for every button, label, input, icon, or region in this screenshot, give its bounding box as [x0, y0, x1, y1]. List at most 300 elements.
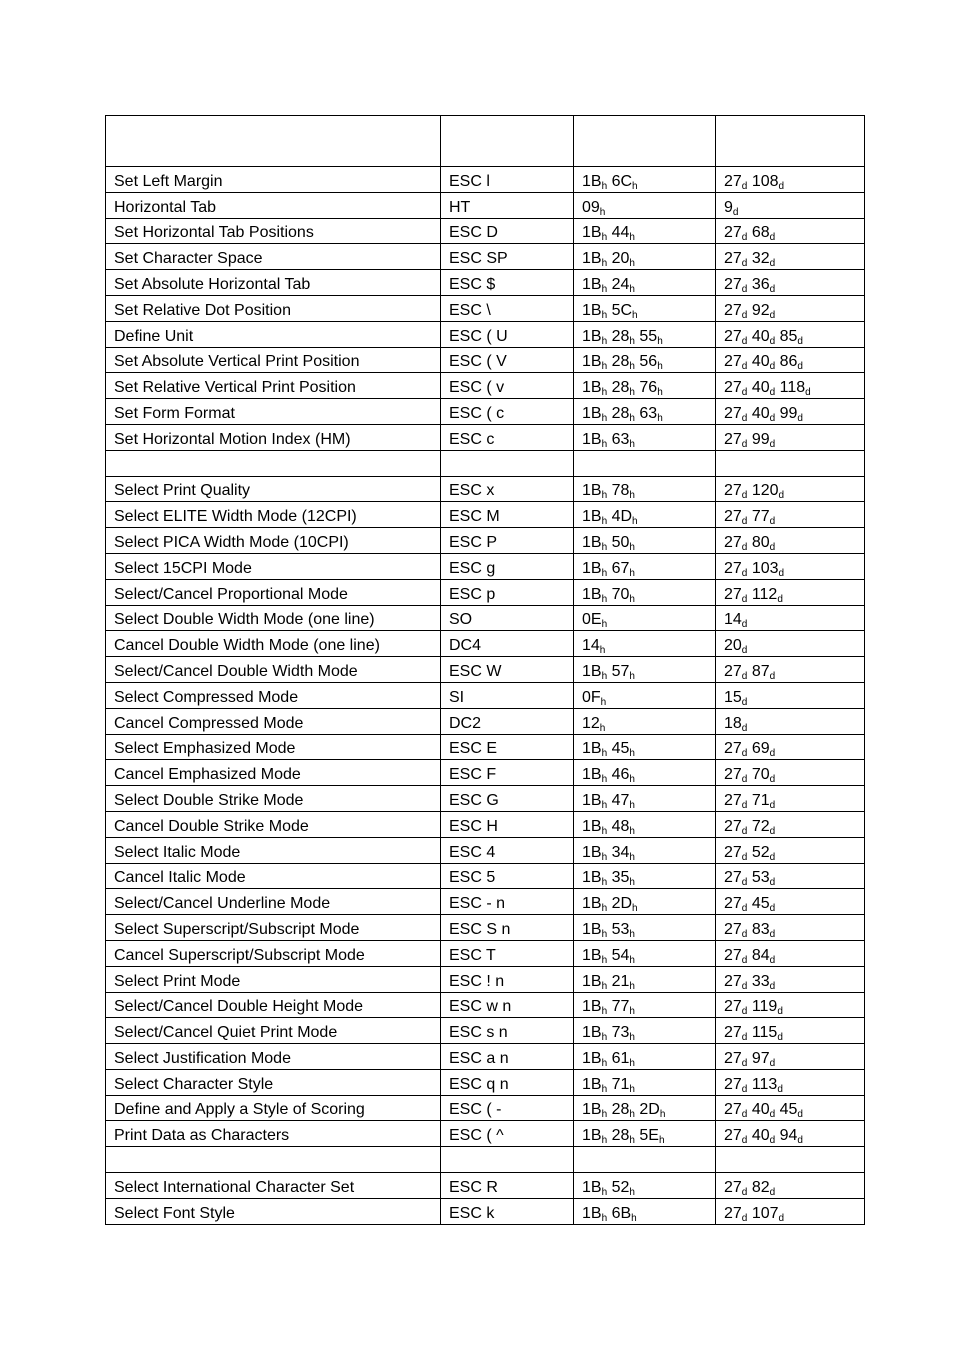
cell-command: ESC P — [441, 528, 574, 554]
decimal-byte: 27 — [724, 817, 742, 835]
decimal-byte: 45 — [751, 895, 770, 913]
cell-command: ESC S n — [441, 915, 574, 941]
table-row — [106, 1044, 865, 1070]
decimal-byte: 99 — [779, 404, 798, 422]
decimal-suffix: d — [741, 1032, 748, 1044]
hex-suffix: h — [599, 645, 606, 657]
cell-decimal-code — [716, 889, 865, 915]
cell-hex-code — [574, 424, 716, 450]
table-row — [106, 915, 865, 941]
decimal-byte: 68 — [751, 224, 770, 242]
cell-hex-code — [574, 940, 716, 966]
decimal-byte: 120 — [751, 482, 779, 500]
hex-suffix: h — [601, 258, 608, 270]
table-row — [106, 373, 865, 399]
hex-suffix: h — [657, 387, 663, 399]
decimal-suffix: d — [778, 490, 785, 502]
decimal-suffix: d — [741, 412, 748, 424]
hex-byte: 34 — [611, 843, 630, 861]
cell-decimal-code — [716, 915, 865, 941]
hex-suffix: h — [629, 438, 635, 450]
cell-function-name: Select/Cancel Double Width Mode — [106, 657, 441, 683]
decimal-suffix: d — [769, 670, 776, 682]
cell-function-name: Select/Cancel Double Height Mode — [106, 992, 441, 1018]
decimal-suffix: d — [741, 877, 748, 889]
cell-command: ESC ( v — [441, 373, 574, 399]
cell-decimal-code — [716, 270, 865, 296]
hex-suffix: h — [601, 928, 608, 940]
decimal-suffix: d — [769, 954, 776, 966]
header-cell-decimal — [716, 116, 865, 167]
cell-decimal-code — [716, 244, 865, 270]
hex-suffix: h — [657, 335, 663, 347]
decimal-suffix: d — [741, 1135, 748, 1147]
table-row — [106, 553, 865, 579]
hex-suffix: h — [599, 206, 606, 218]
hex-suffix: h — [599, 722, 606, 734]
decimal-byte: 112 — [751, 585, 778, 603]
decimal-byte: 27 — [724, 585, 742, 603]
hex-byte: 28 — [611, 327, 630, 345]
hex-byte: 1B — [582, 250, 602, 268]
cell-hex-code — [574, 682, 716, 708]
hex-suffix: h — [601, 619, 608, 631]
cell-command: SO — [441, 605, 574, 631]
table-row — [106, 734, 865, 760]
command-table-body — [106, 116, 865, 1225]
decimal-byte: 27 — [724, 533, 742, 551]
cell-hex-code — [574, 1198, 716, 1224]
cell-function-name: Set Absolute Horizontal Tab — [106, 270, 441, 296]
decimal-byte: 52 — [751, 843, 770, 861]
hex-byte: 28 — [611, 1101, 630, 1119]
cell-decimal-code — [716, 811, 865, 837]
decimal-suffix: d — [741, 232, 748, 244]
cell-decimal-code — [716, 1121, 865, 1147]
decimal-suffix: d — [741, 516, 748, 528]
hex-byte: 1B — [582, 1049, 602, 1067]
cell-decimal-code — [716, 837, 865, 863]
decimal-suffix: d — [741, 980, 748, 992]
cell-function-name: Select Emphasized Mode — [106, 734, 441, 760]
decimal-suffix: d — [741, 361, 748, 373]
cell-function-name: Print Data as Characters — [106, 1121, 441, 1147]
decimal-suffix: d — [741, 180, 748, 192]
hex-suffix: h — [601, 1083, 608, 1095]
cell-hex-code — [574, 1121, 716, 1147]
hex-byte: 44 — [611, 224, 630, 242]
hex-byte: 6B — [611, 1204, 632, 1222]
decimal-byte: 103 — [751, 559, 779, 577]
hex-suffix: h — [629, 1006, 635, 1018]
table-row — [106, 760, 865, 786]
hex-suffix: h — [601, 799, 608, 811]
decimal-suffix: d — [769, 748, 776, 760]
cell-function-name: Select Superscript/Subscript Mode — [106, 915, 441, 941]
decimal-suffix: d — [797, 1109, 803, 1121]
decimal-byte: 80 — [751, 533, 770, 551]
decimal-suffix: d — [769, 1135, 776, 1147]
cell-function-name: Select 15CPI Mode — [106, 553, 441, 579]
cell-command: ESC - n — [441, 889, 574, 915]
cell-hex-code — [574, 863, 716, 889]
hex-byte: 1B — [582, 430, 602, 448]
decimal-byte: 92 — [751, 301, 770, 319]
hex-byte: 1B — [582, 791, 602, 809]
decimal-byte: 40 — [751, 1127, 770, 1145]
cell-hex-code — [574, 1147, 716, 1173]
decimal-byte: 115 — [751, 1024, 778, 1042]
cell-hex-code — [574, 1018, 716, 1044]
decimal-suffix: d — [769, 799, 776, 811]
hex-suffix: h — [657, 412, 663, 424]
cell-hex-code — [574, 708, 716, 734]
decimal-byte: 99 — [751, 430, 770, 448]
hex-suffix: h — [601, 567, 608, 579]
hex-byte: 1B — [582, 353, 602, 371]
decimal-suffix: d — [741, 696, 748, 708]
table-row — [106, 786, 865, 812]
cell-function-name: Select Justification Mode — [106, 1044, 441, 1070]
hex-byte: 28 — [611, 1127, 630, 1145]
cell-function-name: Set Left Margin — [106, 167, 441, 193]
cell-command: ESC $ — [441, 270, 574, 296]
table-row — [106, 1095, 865, 1121]
cell-function-name: Select Italic Mode — [106, 837, 441, 863]
cell-hex-code — [574, 1173, 716, 1199]
cell-command: ESC s n — [441, 1018, 574, 1044]
hex-suffix: h — [601, 825, 608, 837]
table-row — [106, 1173, 865, 1199]
decimal-suffix: d — [769, 980, 776, 992]
cell-hex-code — [574, 605, 716, 631]
table-row — [106, 605, 865, 631]
hex-suffix: h — [632, 516, 638, 528]
hex-byte: 1B — [582, 920, 602, 938]
hex-byte: 2D — [611, 895, 633, 913]
hex-byte: 61 — [611, 1049, 630, 1067]
decimal-suffix: d — [741, 722, 748, 734]
command-table — [105, 115, 865, 1225]
table-row — [106, 218, 865, 244]
decimal-suffix: d — [741, 387, 748, 399]
cell-command: ESC H — [441, 811, 574, 837]
hex-byte: 0F — [582, 688, 601, 706]
cell-command: ESC ( c — [441, 399, 574, 425]
hex-suffix: h — [601, 1212, 608, 1224]
cell-function-name: Cancel Superscript/Subscript Mode — [106, 940, 441, 966]
hex-byte: 1B — [582, 843, 602, 861]
cell-function-name: Define and Apply a Style of Scoring — [106, 1095, 441, 1121]
decimal-suffix: d — [797, 335, 803, 347]
table-row — [106, 450, 865, 476]
decimal-byte: 119 — [751, 998, 778, 1016]
hex-suffix: h — [629, 825, 635, 837]
cell-decimal-code — [716, 424, 865, 450]
hex-suffix: h — [601, 1006, 608, 1018]
hex-suffix: h — [601, 309, 608, 321]
cell-command — [441, 1147, 574, 1173]
cell-function-name: Select Character Style — [106, 1069, 441, 1095]
decimal-suffix: d — [777, 1083, 783, 1095]
cell-function-name: Set Form Format — [106, 399, 441, 425]
cell-command: ESC a n — [441, 1044, 574, 1070]
decimal-byte: 40 — [751, 379, 770, 397]
cell-hex-code — [574, 837, 716, 863]
hex-byte: 1B — [582, 1178, 602, 1196]
hex-byte: 35 — [611, 869, 630, 887]
cell-command: SI — [441, 682, 574, 708]
hex-suffix: h — [601, 1057, 608, 1069]
decimal-byte: 9 — [724, 198, 733, 216]
decimal-suffix: d — [741, 335, 748, 347]
cell-command: ESC T — [441, 940, 574, 966]
cell-function-name: Set Absolute Vertical Print Position — [106, 347, 441, 373]
hex-byte: 28 — [611, 404, 630, 422]
hex-suffix: h — [657, 361, 663, 373]
cell-command: DC4 — [441, 631, 574, 657]
hex-byte: 5C — [611, 301, 633, 319]
decimal-byte: 83 — [751, 920, 770, 938]
decimal-suffix: d — [769, 1186, 776, 1198]
decimal-byte: 27 — [724, 946, 742, 964]
decimal-suffix: d — [741, 928, 748, 940]
cell-function-name: Select Compressed Mode — [106, 682, 441, 708]
decimal-byte: 40 — [751, 1101, 770, 1119]
table-row — [106, 579, 865, 605]
decimal-byte: 40 — [751, 353, 770, 371]
cell-command: ESC k — [441, 1198, 574, 1224]
decimal-byte: 27 — [724, 740, 742, 758]
table-row — [106, 167, 865, 193]
table-row — [106, 1018, 865, 1044]
cell-decimal-code — [716, 1044, 865, 1070]
table-row — [106, 837, 865, 863]
decimal-byte: 118 — [779, 379, 806, 397]
hex-suffix: h — [629, 361, 635, 373]
hex-byte: 1B — [582, 662, 602, 680]
hex-byte: 71 — [611, 1075, 630, 1093]
cell-function-name: Select Double Width Mode (one line) — [106, 605, 441, 631]
decimal-suffix: d — [741, 541, 748, 553]
hex-byte: 28 — [611, 353, 630, 371]
decimal-suffix: d — [797, 361, 803, 373]
decimal-suffix: d — [741, 748, 748, 760]
cell-hex-code — [574, 373, 716, 399]
hex-suffix: h — [600, 696, 607, 708]
hex-byte: 1B — [582, 972, 602, 990]
cell-command: ESC D — [441, 218, 574, 244]
cell-command: ESC x — [441, 476, 574, 502]
decimal-byte: 27 — [724, 766, 742, 784]
hex-suffix: h — [629, 1057, 635, 1069]
decimal-byte: 72 — [751, 817, 770, 835]
cell-hex-code — [574, 760, 716, 786]
decimal-suffix: d — [797, 1135, 803, 1147]
table-row — [106, 270, 865, 296]
hex-suffix: h — [601, 438, 608, 450]
decimal-byte: 45 — [779, 1101, 798, 1119]
hex-byte: 1B — [582, 404, 602, 422]
decimal-suffix: d — [741, 438, 748, 450]
decimal-byte: 33 — [751, 972, 770, 990]
decimal-suffix: d — [769, 825, 776, 837]
decimal-byte: 27 — [724, 327, 742, 345]
hex-suffix: h — [629, 387, 635, 399]
cell-command: ESC M — [441, 502, 574, 528]
cell-hex-code — [574, 1044, 716, 1070]
hex-suffix: h — [629, 490, 635, 502]
cell-hex-code — [574, 476, 716, 502]
cell-decimal-code — [716, 760, 865, 786]
cell-function-name: Select Print Quality — [106, 476, 441, 502]
cell-function-name: Cancel Double Strike Mode — [106, 811, 441, 837]
header-cell-command — [441, 116, 574, 167]
cell-decimal-code — [716, 502, 865, 528]
hex-byte: 1B — [582, 1101, 602, 1119]
hex-suffix: h — [629, 799, 635, 811]
decimal-byte: 14 — [724, 611, 742, 629]
cell-decimal-code — [716, 450, 865, 476]
cell-decimal-code — [716, 1018, 865, 1044]
hex-byte: 67 — [611, 559, 630, 577]
hex-suffix: h — [601, 335, 608, 347]
cell-decimal-code — [716, 966, 865, 992]
decimal-suffix: d — [741, 645, 748, 657]
cell-command — [441, 450, 574, 476]
decimal-byte: 27 — [724, 404, 742, 422]
decimal-suffix: d — [778, 1212, 785, 1224]
decimal-byte: 77 — [751, 508, 770, 526]
hex-byte: 1B — [582, 172, 602, 190]
hex-byte: 63 — [611, 430, 630, 448]
cell-decimal-code — [716, 657, 865, 683]
hex-suffix: h — [629, 877, 635, 889]
decimal-suffix: d — [769, 387, 776, 399]
header-cell-hex — [574, 116, 716, 167]
decimal-byte: 15 — [724, 688, 742, 706]
table-header-row — [106, 116, 865, 167]
decimal-byte: 107 — [751, 1204, 779, 1222]
hex-suffix: h — [629, 670, 635, 682]
decimal-byte: 27 — [724, 1049, 742, 1067]
cell-decimal-code — [716, 373, 865, 399]
cell-hex-code — [574, 528, 716, 554]
cell-decimal-code — [716, 218, 865, 244]
hex-byte: 1B — [582, 327, 602, 345]
hex-byte: 63 — [639, 404, 658, 422]
cell-decimal-code — [716, 1095, 865, 1121]
hex-suffix: h — [601, 387, 608, 399]
hex-suffix: h — [629, 412, 635, 424]
hex-byte: 1B — [582, 869, 602, 887]
cell-hex-code — [574, 811, 716, 837]
decimal-byte: 36 — [751, 275, 770, 293]
decimal-byte: 113 — [751, 1075, 778, 1093]
hex-suffix: h — [629, 335, 635, 347]
hex-suffix: h — [601, 670, 608, 682]
cell-decimal-code — [716, 1147, 865, 1173]
cell-decimal-code — [716, 167, 865, 193]
hex-suffix: h — [601, 1135, 608, 1147]
cell-command: ESC R — [441, 1173, 574, 1199]
decimal-suffix: d — [741, 490, 748, 502]
decimal-byte: 27 — [724, 353, 742, 371]
decimal-suffix: d — [777, 593, 783, 605]
decimal-suffix: d — [741, 567, 748, 579]
hex-byte: 1B — [582, 1204, 602, 1222]
hex-suffix: h — [629, 541, 635, 553]
hex-suffix: h — [601, 851, 608, 863]
decimal-suffix: d — [778, 567, 785, 579]
decimal-suffix: d — [769, 438, 776, 450]
cell-function-name: Select/Cancel Underline Mode — [106, 889, 441, 915]
hex-byte: 21 — [611, 972, 630, 990]
hex-suffix: h — [601, 980, 608, 992]
hex-suffix: h — [629, 1186, 635, 1198]
decimal-byte: 27 — [724, 1178, 742, 1196]
cell-decimal-code — [716, 1198, 865, 1224]
table-row — [106, 1198, 865, 1224]
cell-decimal-code — [716, 347, 865, 373]
decimal-suffix: d — [777, 1006, 783, 1018]
decimal-suffix: d — [741, 1057, 748, 1069]
table-row — [106, 682, 865, 708]
hex-suffix: h — [629, 232, 635, 244]
hex-byte: 1B — [582, 1127, 602, 1145]
decimal-suffix: d — [741, 954, 748, 966]
decimal-suffix: d — [741, 670, 748, 682]
cell-function-name: Select Font Style — [106, 1198, 441, 1224]
table-row — [106, 1121, 865, 1147]
hex-suffix: h — [629, 980, 635, 992]
cell-decimal-code — [716, 708, 865, 734]
hex-byte: 1B — [582, 1075, 602, 1093]
decimal-suffix: d — [741, 799, 748, 811]
hex-suffix: h — [601, 877, 608, 889]
decimal-byte: 27 — [724, 224, 742, 242]
decimal-byte: 27 — [724, 482, 742, 500]
cell-command: HT — [441, 192, 574, 218]
hex-suffix: h — [601, 361, 608, 373]
table-row — [106, 295, 865, 321]
cell-hex-code — [574, 553, 716, 579]
hex-suffix: h — [632, 903, 638, 915]
hex-byte: 78 — [611, 482, 630, 500]
decimal-suffix: d — [769, 851, 776, 863]
cell-function-name: Set Horizontal Tab Positions — [106, 218, 441, 244]
decimal-byte: 27 — [724, 559, 742, 577]
hex-byte: 1B — [582, 559, 602, 577]
cell-function-name: Set Horizontal Motion Index (HM) — [106, 424, 441, 450]
decimal-suffix: d — [769, 1057, 776, 1069]
decimal-byte: 27 — [724, 1204, 742, 1222]
decimal-suffix: d — [741, 851, 748, 863]
hex-suffix: h — [629, 1083, 635, 1095]
hex-byte: 6C — [611, 172, 633, 190]
decimal-byte: 27 — [724, 1024, 742, 1042]
decimal-byte: 27 — [724, 1127, 742, 1145]
hex-suffix: h — [629, 1109, 635, 1121]
cell-decimal-code — [716, 192, 865, 218]
decimal-byte: 27 — [724, 662, 742, 680]
hex-suffix: h — [601, 412, 608, 424]
cell-decimal-code — [716, 605, 865, 631]
cell-function-name: Set Relative Dot Position — [106, 295, 441, 321]
table-row — [106, 811, 865, 837]
decimal-byte: 97 — [751, 1049, 770, 1067]
cell-decimal-code — [716, 579, 865, 605]
